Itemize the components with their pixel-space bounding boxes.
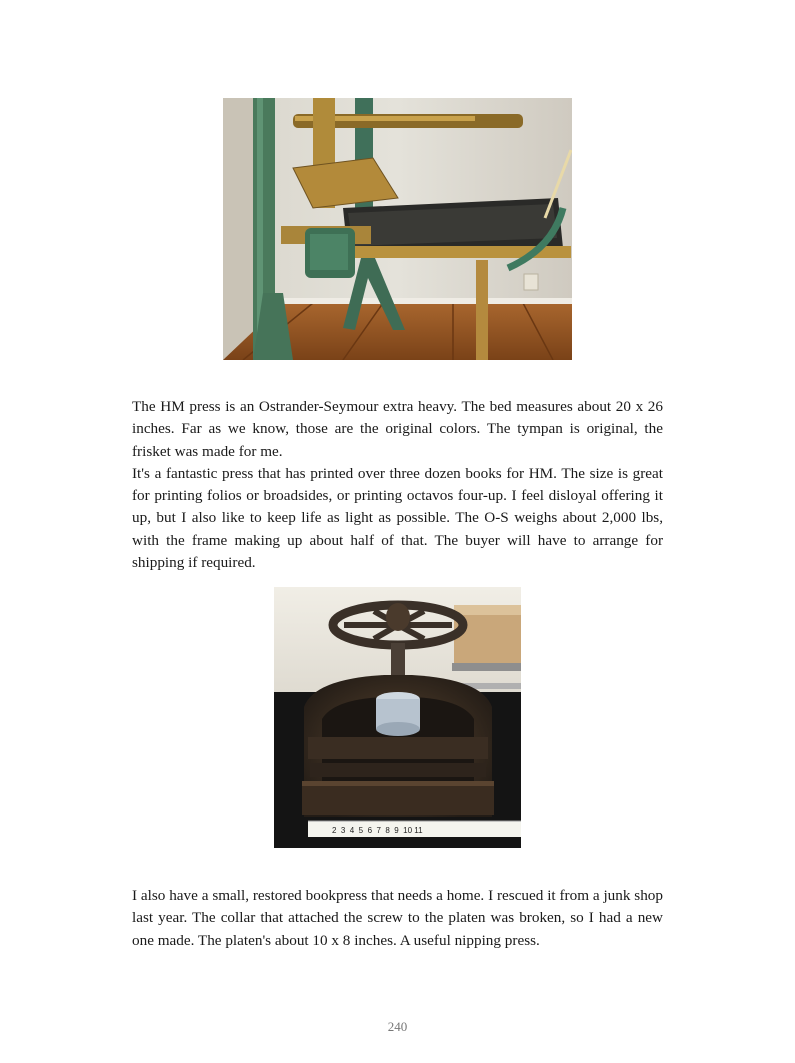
press-description-paragraph-1: The HM press is an Ostrander-Seymour extra heavy. The bed measures about 20 x 26 inches. Far as we know, those are the original colors. The tympan is original, the frisket was made for me. (132, 398, 663, 460)
page-number: 240 (387, 1019, 408, 1034)
bookpress-description-paragraph: I also have a small, restored bookpress that needs a home. I rescued it from a junk shop last year. The collar that attached the screw to the platen was broken, so I had a new one made. The platen's about 10 x 8 inches. A useful nipping press. (132, 887, 663, 949)
bookpress-photo (274, 587, 521, 848)
hand-press-photo (223, 98, 572, 360)
press-description-paragraph-2: It's a fantastic press that has printed over three dozen books for HM. The size is great for printing folios or broadsides, or printing octavos four-up. I feel disloyal offering it up, but I also like to keep life as light as possible. The O-S weighs about 2,000 lbs, with the frame making up about half of that. The buyer will have to arrange for shipping if required. (132, 464, 663, 572)
press-description (132, 396, 663, 574)
bookpress-description (132, 885, 663, 952)
ruler-markings: 2 3 4 5 6 7 8 9 10 11 (332, 826, 423, 835)
